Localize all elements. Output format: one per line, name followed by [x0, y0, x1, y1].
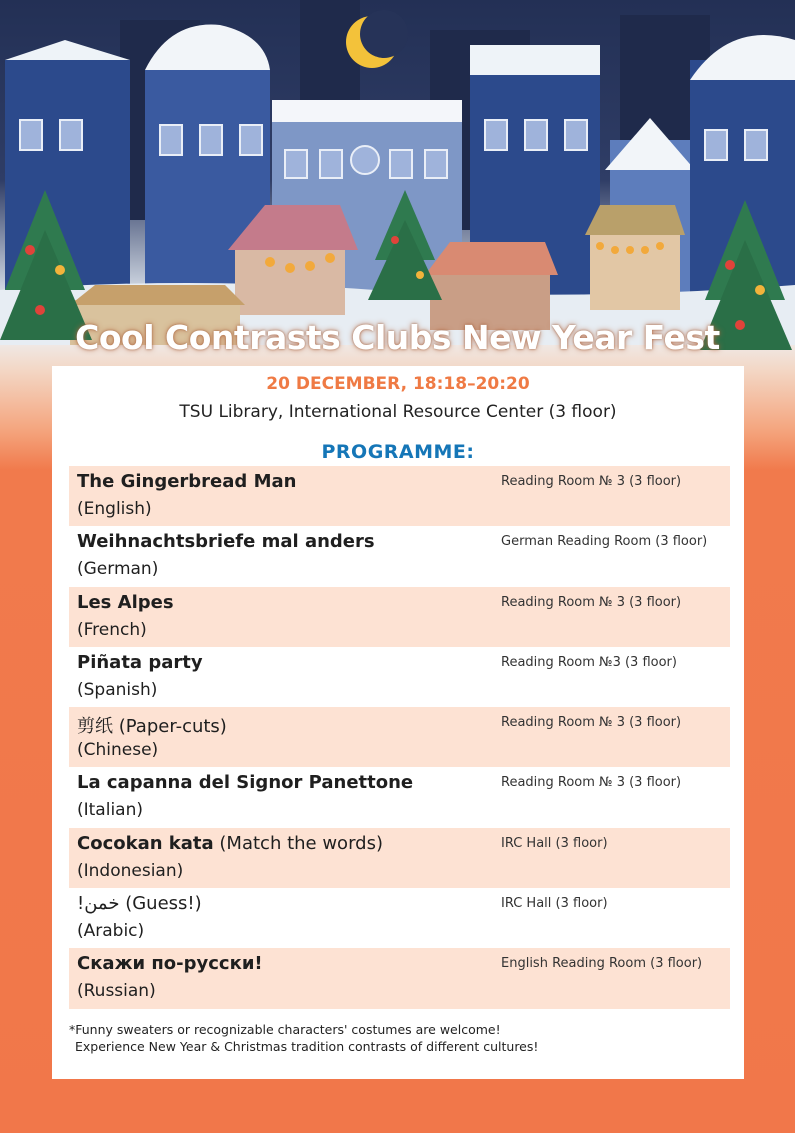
- footnote-line-1: *Funny sweaters or recognizable characters' costumes are welcome!: [69, 1022, 501, 1037]
- session-language: (Italian): [77, 800, 143, 821]
- session-title: [77, 471, 296, 492]
- event-venue: TSU Library, International Resource Center (3 floor): [179, 402, 617, 422]
- programme-list: [69, 466, 730, 1009]
- session-title-extra: (Match the words): [213, 832, 383, 854]
- programme-row: [69, 828, 730, 888]
- programme-row: [69, 767, 730, 827]
- session-language: (Chinese): [77, 740, 159, 761]
- programme-card: [52, 366, 744, 1079]
- session-title: [77, 652, 203, 673]
- session-location: Reading Room №3 (3 floor): [501, 654, 677, 670]
- session-location: Reading Room № 3 (3 floor): [501, 594, 682, 610]
- session-title-bold: Piñata party: [77, 651, 203, 673]
- session-title-bold: Les Alpes: [77, 591, 174, 613]
- session-title-bold: La capanna del Signor Panettone: [77, 772, 414, 794]
- session-language: (Spanish): [77, 679, 158, 700]
- session-location: IRC Hall (3 floor): [501, 835, 608, 851]
- session-title-extra: !خمن (Guess!): [77, 893, 202, 915]
- session-title: [77, 592, 174, 613]
- programme-row: [69, 647, 730, 707]
- session-title-bold: Cocokan kata: [77, 832, 214, 854]
- session-language: (Russian): [77, 981, 156, 1002]
- session-location: Reading Room № 3 (3 floor): [501, 775, 682, 791]
- session-language: (Indonesian): [77, 860, 184, 881]
- session-location: IRC Hall (3 floor): [501, 896, 608, 912]
- programme-row: [69, 888, 730, 948]
- session-title-bold: Weihnachtsbriefe mal anders: [77, 531, 375, 553]
- programme-heading: PROGRAMME:: [321, 441, 475, 463]
- session-title: [77, 953, 263, 974]
- session-location: English Reading Room (3 floor): [501, 956, 703, 972]
- session-location: Reading Room № 3 (3 floor): [501, 715, 682, 731]
- event-title: Cool Contrasts Clubs New Year Fest: [75, 318, 720, 357]
- session-location: Reading Room № 3 (3 floor): [501, 474, 682, 489]
- session-title-extra: 剪纸 (Paper-cuts): [77, 716, 227, 738]
- session-language: (English): [77, 499, 152, 519]
- programme-row: [69, 948, 730, 1008]
- session-location: German Reading Room (3 floor): [501, 534, 708, 550]
- session-title: [77, 893, 202, 914]
- session-title: [77, 772, 413, 793]
- session-title: [77, 531, 375, 552]
- session-title-bold: Скажи по-русски!: [77, 953, 263, 975]
- session-title-bold: The Gingerbread Man: [77, 471, 297, 492]
- programme-row: [69, 466, 730, 526]
- session-language: (French): [77, 619, 147, 640]
- footnote: [69, 1021, 729, 1055]
- session-language: (Arabic): [77, 921, 145, 942]
- session-language: (German): [77, 559, 159, 580]
- footnote-line-2: Experience New Year & Christmas tradition contrasts of different cultures!: [75, 1039, 539, 1054]
- session-title: [77, 712, 227, 738]
- session-title: [77, 833, 383, 854]
- programme-row: [69, 526, 730, 586]
- programme-row: [69, 587, 730, 647]
- event-date-time: 20 DECEMBER, 18:18–20:20: [266, 374, 530, 394]
- programme-row: [69, 707, 730, 767]
